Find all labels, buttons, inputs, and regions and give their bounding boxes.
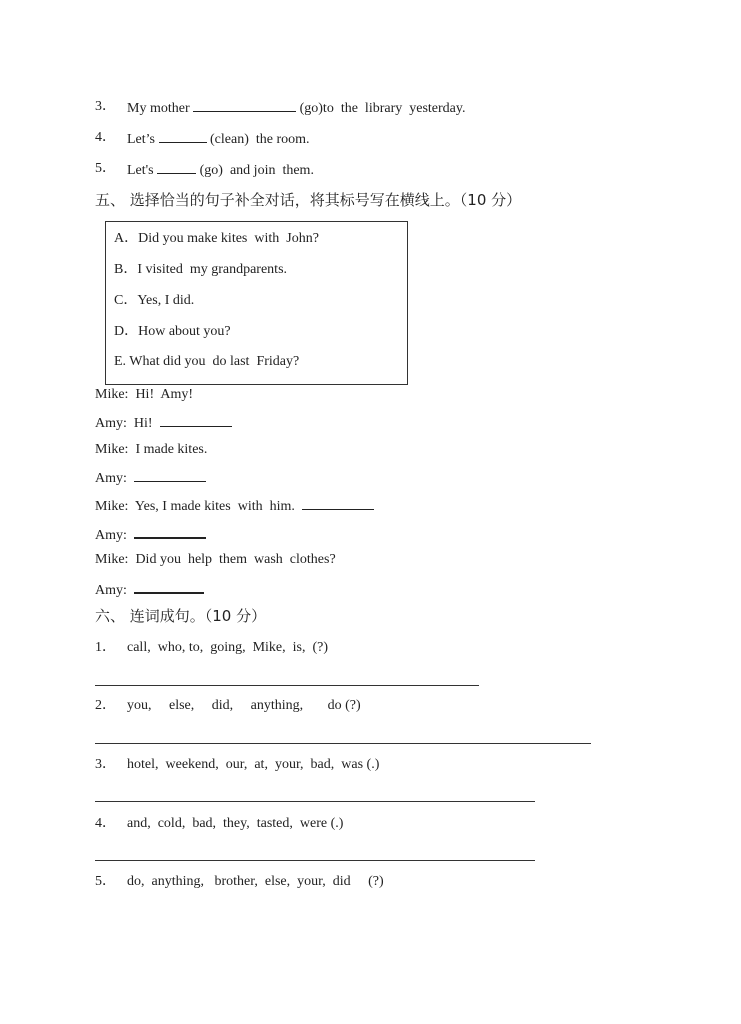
word-list: hotel, weekend, our, at, your, bad, was (.) <box>127 757 380 772</box>
choices-box <box>105 221 408 385</box>
dialogue-line <box>95 386 193 404</box>
question-number: 4． <box>95 816 116 831</box>
question-text: (go) and join them. <box>196 163 314 178</box>
choice-c: C．Yes, I did. <box>114 293 195 308</box>
question-text: My mother <box>127 101 194 116</box>
word-list: do, anything, brother, else, your, did (?) <box>127 874 384 889</box>
answer-line[interactable] <box>95 743 591 744</box>
dialogue-line <box>95 524 206 545</box>
answer-blank[interactable] <box>159 129 207 143</box>
dialogue-text: Mike: I made kites. <box>95 442 208 457</box>
dialogue-line <box>95 468 206 488</box>
question-text: Let’s <box>127 132 159 147</box>
question-5 <box>127 160 314 180</box>
answer-blank[interactable] <box>134 524 206 539</box>
choice-d: D．How about you? <box>114 324 231 339</box>
word-list: call, who, to, going, Mike, is, (?) <box>127 640 329 655</box>
dialogue-line <box>95 496 374 516</box>
choice-a: A．Did you make kites with John? <box>114 231 319 246</box>
answer-line[interactable] <box>95 860 535 861</box>
choice-e: E. What did you do last Friday? <box>114 354 300 369</box>
question-number: 5． <box>95 161 116 176</box>
dialogue-text: Mike: Yes, I made kites with him. <box>95 499 302 514</box>
answer-line[interactable] <box>95 801 535 802</box>
question-number: 4． <box>95 130 116 145</box>
dialogue-text: Mike: Hi! Amy! <box>95 387 193 402</box>
question-number: 1． <box>95 640 116 655</box>
dialogue-line <box>95 551 336 569</box>
question-text: (clean) the room. <box>206 132 310 147</box>
dialogue-text: Amy: Hi! <box>95 416 160 431</box>
dialogue-text: Mike: Did you help them wash clothes? <box>95 552 336 567</box>
dialogue-text: Amy: <box>95 528 134 543</box>
dialogue-line <box>95 413 232 433</box>
question-text: Let's <box>127 163 158 178</box>
question-number: 5． <box>95 874 116 889</box>
answer-blank[interactable] <box>134 468 206 482</box>
dialogue-line <box>95 441 207 459</box>
answer-blank[interactable] <box>302 496 374 510</box>
section-heading: 五、 选择恰当的句子补全对话，将其标号写在横线上。（10 分） <box>95 191 522 209</box>
answer-blank[interactable] <box>193 98 296 112</box>
answer-line[interactable] <box>95 685 479 686</box>
choice-b: B．I visited my grandparents. <box>114 262 288 277</box>
question-number: 3． <box>95 99 116 114</box>
answer-blank[interactable] <box>134 579 204 594</box>
word-list: you, else, did, anything, do (?) <box>127 698 361 713</box>
question-4 <box>127 129 310 149</box>
question-3 <box>127 98 465 118</box>
section-heading: 六、 连词成句。（10 分） <box>95 607 267 625</box>
answer-blank[interactable] <box>160 413 232 427</box>
dialogue-text: Amy: <box>95 471 134 486</box>
dialogue-text: Amy: <box>95 583 134 598</box>
answer-blank[interactable] <box>157 160 196 174</box>
question-number: 2． <box>95 698 116 713</box>
dialogue-line <box>95 579 204 600</box>
word-list: and, cold, bad, they, tasted, were (.) <box>127 816 344 831</box>
question-number: 3． <box>95 757 116 772</box>
question-text: (go)to the library yesterday. <box>296 101 466 116</box>
